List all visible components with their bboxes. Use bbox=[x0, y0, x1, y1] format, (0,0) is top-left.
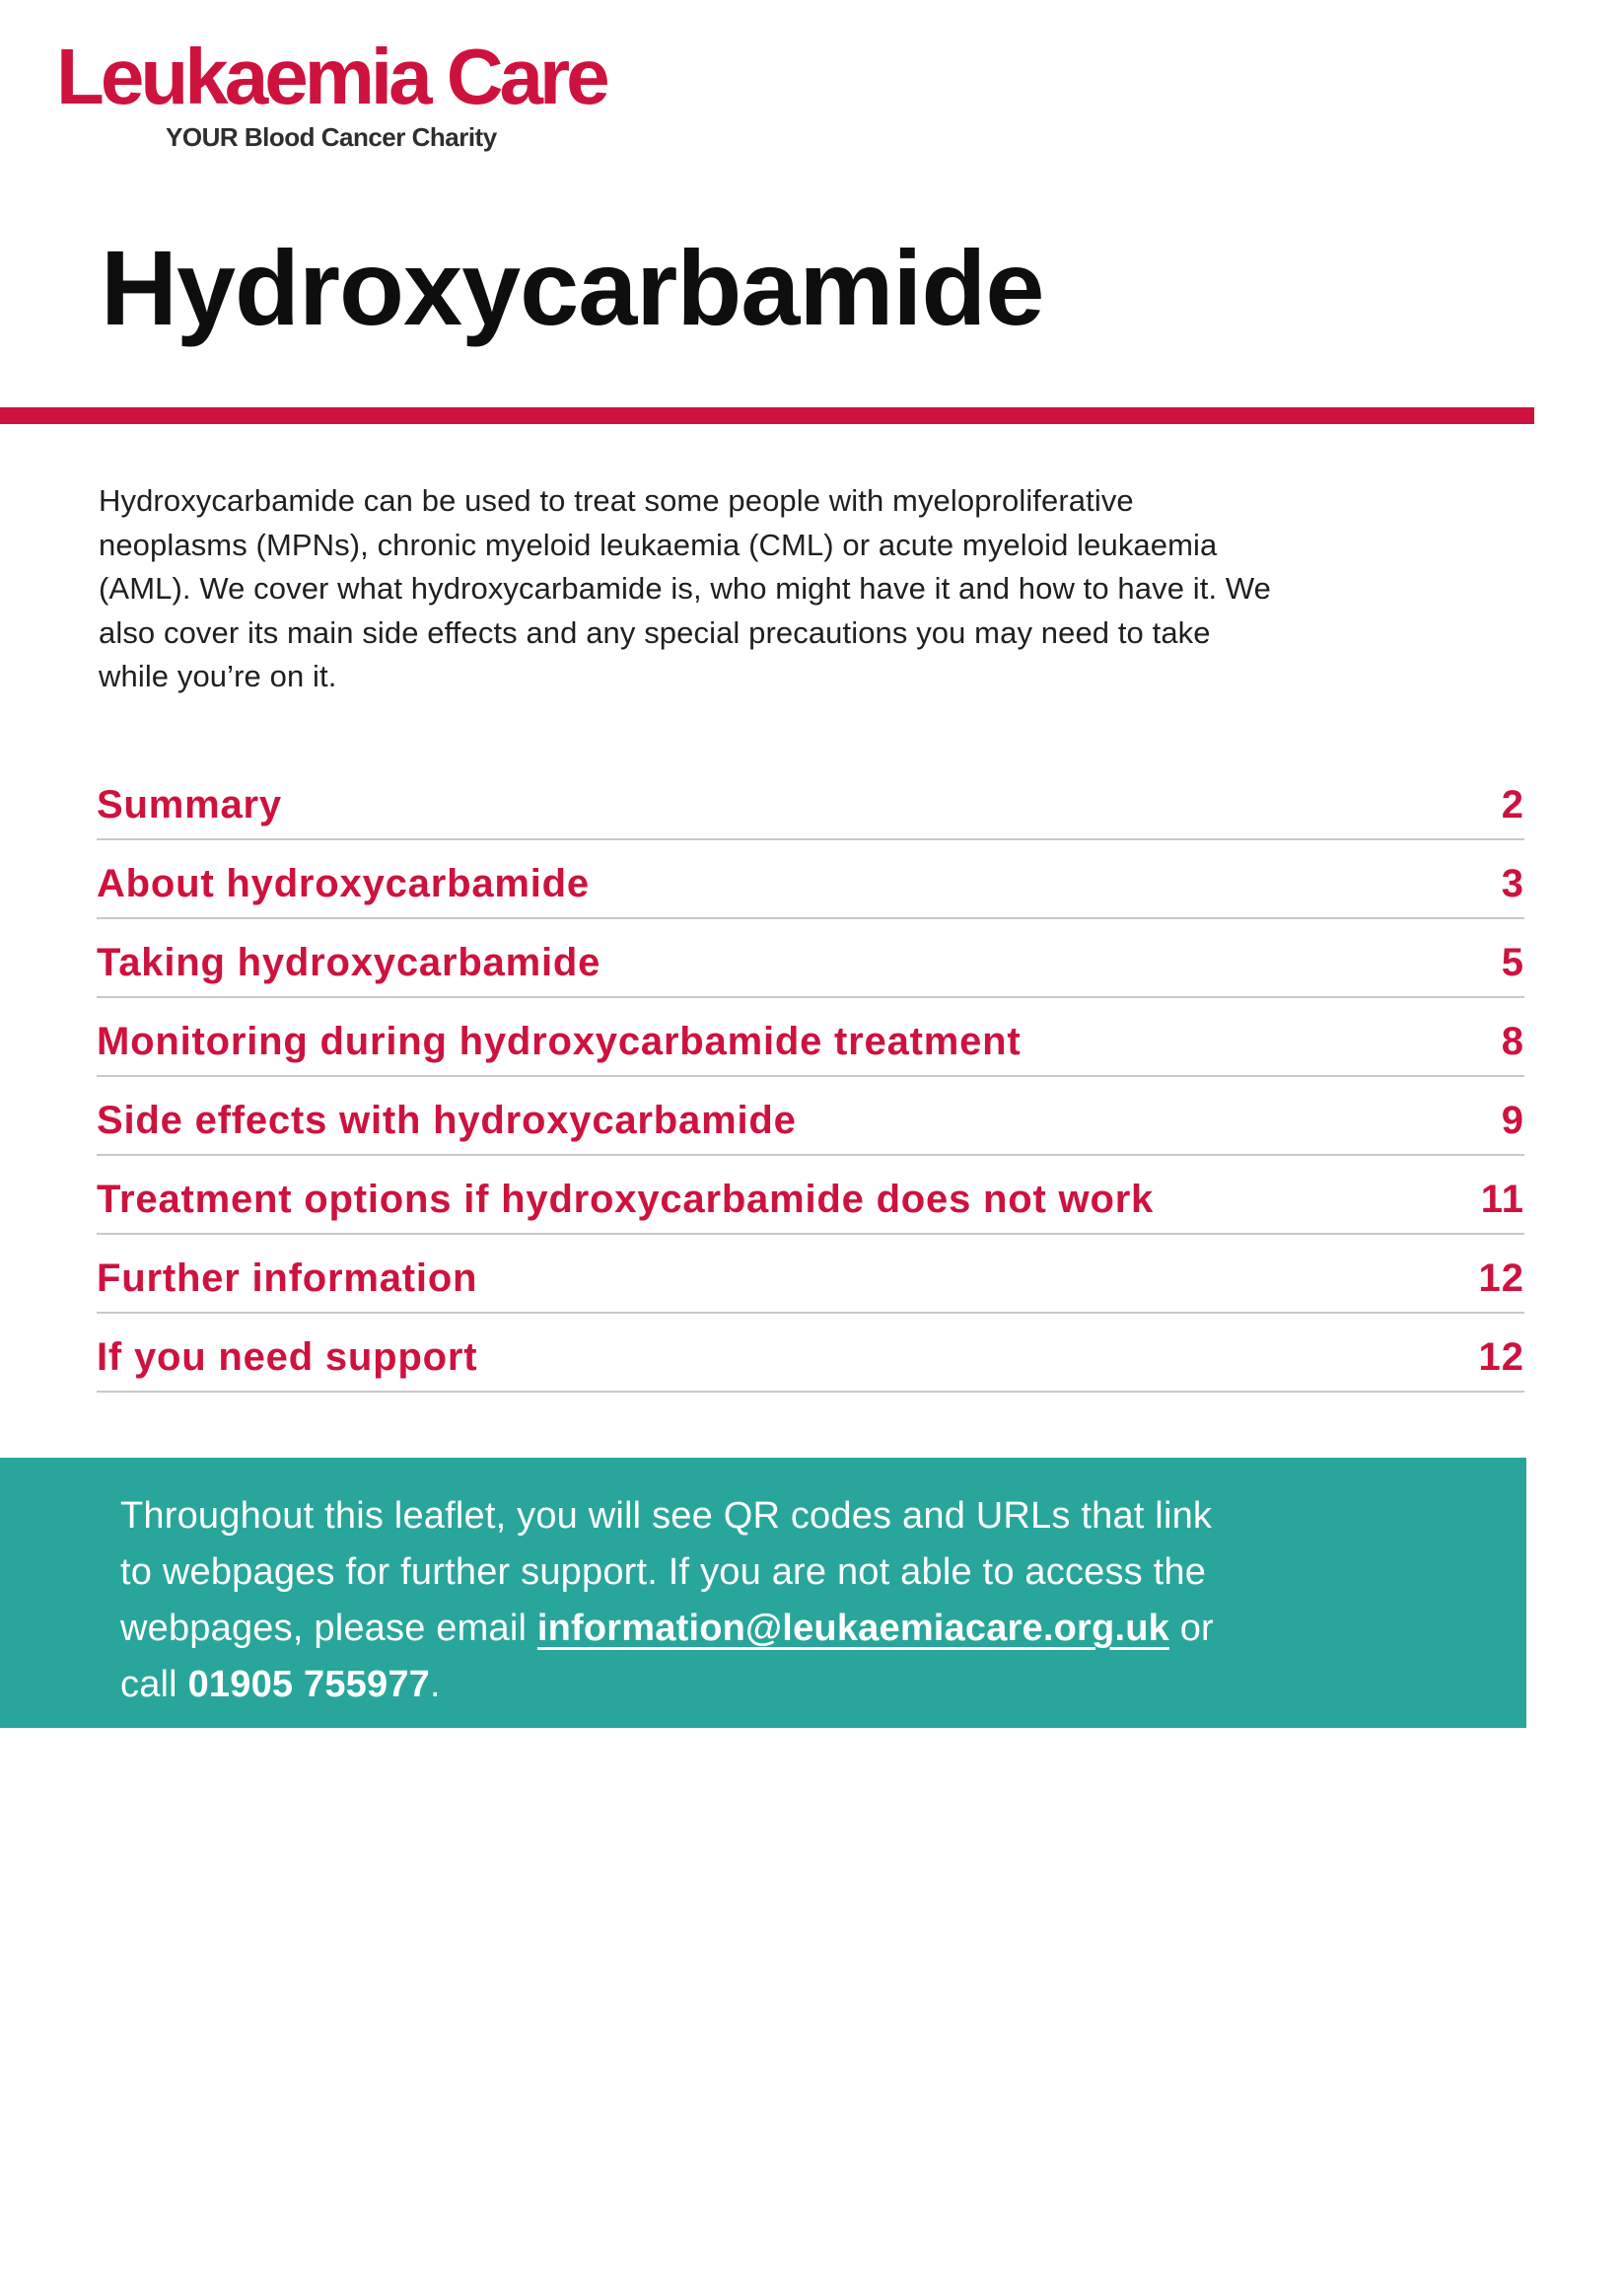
toc-item-label: Further information bbox=[97, 1256, 478, 1300]
callout-line bbox=[120, 1544, 1467, 1601]
toc-item-label: Treatment options if hydroxycarbamide does not work bbox=[97, 1178, 1155, 1221]
toc-item-treatment-options[interactable] bbox=[97, 1156, 1524, 1235]
toc-item-if-you-need-support[interactable] bbox=[97, 1314, 1524, 1393]
red-divider-rule bbox=[0, 407, 1534, 424]
toc-item-page-number: 12 bbox=[1478, 1335, 1524, 1379]
toc-item-page-number: 9 bbox=[1501, 1099, 1524, 1142]
callout-text: to webpages for further support. If you are not able to access the bbox=[120, 1551, 1207, 1593]
toc-item-about-hydroxycarbamide[interactable] bbox=[97, 840, 1524, 919]
callout-text: webpages, please email bbox=[120, 1608, 537, 1649]
page-title: Hydroxycarbamide bbox=[101, 228, 1044, 347]
support-callout-box bbox=[0, 1458, 1526, 1728]
toc-item-label: About hydroxycarbamide bbox=[97, 862, 590, 905]
toc-item-taking-hydroxycarbamide[interactable] bbox=[97, 919, 1524, 998]
callout-text: Throughout this leaflet, you will see QR codes and URLs that link bbox=[120, 1495, 1213, 1537]
callout-text: . bbox=[430, 1664, 441, 1705]
logo-brand-text: Leukaemia Care bbox=[56, 33, 606, 120]
callout-line bbox=[120, 1488, 1467, 1544]
toc-item-label: Summary bbox=[97, 783, 282, 826]
logo bbox=[56, 33, 606, 153]
toc-item-monitoring[interactable] bbox=[97, 998, 1524, 1077]
table-of-contents bbox=[97, 761, 1524, 1393]
callout-text: or bbox=[1168, 1608, 1214, 1649]
toc-item-page-number: 5 bbox=[1501, 941, 1524, 984]
callout-line bbox=[120, 1657, 1467, 1713]
callout-line bbox=[120, 1601, 1467, 1657]
toc-item-page-number: 2 bbox=[1501, 783, 1524, 826]
toc-item-page-number: 11 bbox=[1480, 1178, 1524, 1221]
toc-item-page-number: 8 bbox=[1501, 1020, 1524, 1063]
toc-item-label: Side effects with hydroxycarbamide bbox=[97, 1099, 797, 1142]
toc-item-side-effects[interactable] bbox=[97, 1077, 1524, 1156]
toc-item-label: Taking hydroxycarbamide bbox=[97, 941, 601, 984]
toc-item-further-information[interactable] bbox=[97, 1235, 1524, 1314]
toc-item-label: Monitoring during hydroxycarbamide treatment bbox=[97, 1020, 1022, 1063]
intro-paragraph: Hydroxycarbamide can be used to treat some people with myeloproliferative neoplasms (MPNs), chronic myeloid leukaemia (CML) or acute myeloid leukaemia (AML). We cover what hydroxycarbamide is, who might have it and how to have it. We also cover its main side effects and any special precautions you may need to take while you’re on it. bbox=[99, 483, 1272, 694]
callout-text: call bbox=[120, 1664, 188, 1705]
toc-item-page-number: 12 bbox=[1478, 1256, 1524, 1300]
toc-item-summary[interactable] bbox=[97, 761, 1524, 840]
email-link[interactable]: information@leukaemiacare.org.uk bbox=[536, 1608, 1169, 1649]
phone-number: 01905 755977 bbox=[187, 1664, 431, 1705]
toc-item-label: If you need support bbox=[97, 1335, 478, 1379]
toc-item-page-number: 3 bbox=[1501, 862, 1524, 905]
logo-tagline: YOUR Blood Cancer Charity bbox=[166, 122, 497, 152]
